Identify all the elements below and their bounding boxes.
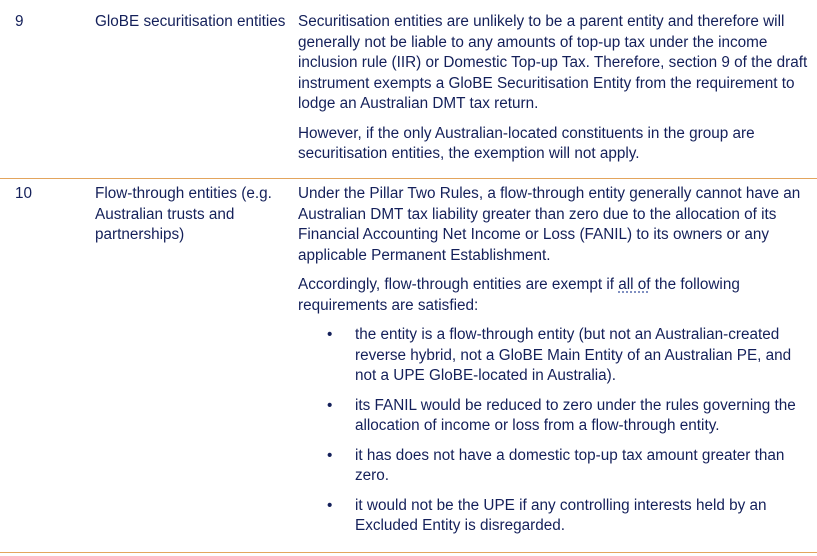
row-description	[298, 12, 817, 178]
requirements-intro	[298, 275, 813, 316]
table-row	[0, 0, 817, 179]
description-paragraph: However, if the only Australian-located constituents in the group are securitisation entities, the exemption will not apply.	[298, 124, 755, 162]
bullet-icon: •	[327, 496, 333, 514]
bullet-icon: •	[327, 396, 333, 414]
intro-text: the following requirements are satisfied:	[298, 276, 740, 314]
list-item	[298, 396, 813, 437]
list-item	[298, 325, 813, 387]
row-number: 9	[15, 13, 24, 30]
row-number: 10	[15, 185, 33, 202]
table-row	[0, 179, 817, 553]
requirements-list	[298, 325, 813, 537]
list-item-text: the entity is a flow-through entity (but not an Australian-created reverse hybrid, not a GloBE Main Entity of an Australian PE, and not a UPE GloBE-located in Australia).	[355, 326, 792, 384]
list-item	[298, 446, 813, 487]
list-item-text: its FANIL would be reduced to zero under the rules governing the allocation of income or loss from a flow-through entity.	[355, 396, 796, 434]
bullet-icon: •	[327, 326, 333, 343]
entity-type: GloBE securitisation entities	[95, 13, 286, 30]
entity-type: Flow-through entities (e.g. Australian trusts and partnerships)	[95, 185, 272, 243]
bullet-icon: •	[327, 446, 333, 464]
row-description	[298, 184, 817, 552]
intro-text: Accordingly, flow-through entities are exempt if	[298, 276, 619, 293]
list-item-text: it would not be the UPE if any controlling interests held by an Excluded Entity is disregarded.	[355, 496, 767, 534]
list-item	[298, 496, 813, 537]
list-item-text: it has does not have a domestic top-up tax amount greater than zero.	[355, 446, 785, 484]
description-paragraph: Under the Pillar Two Rules, a flow-through entity generally cannot have an Australian DMT tax liability greater than zero due to the allocation of its Financial Accounting Net Income or Loss (FANIL) to its owners or any applicable Permanent Establishment.	[298, 185, 801, 264]
all-of-emphasis: all of	[618, 276, 651, 293]
description-paragraph: Securitisation entities are unlikely to be a parent entity and therefore will generally not be liable to any amounts of top-up tax under the income inclusion rule (IIR) or Domestic Top-up Tax. Therefore, section 9 of the draft instrument exempts a GloBE Securitisation Entity from the requirement to lodge an Australian DMT tax return.	[298, 13, 808, 112]
